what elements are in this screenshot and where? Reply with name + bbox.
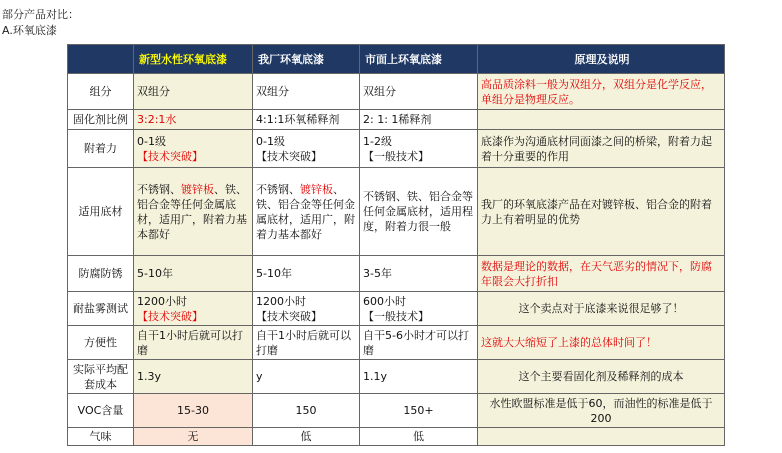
value: 0-1级 bbox=[137, 134, 166, 148]
row-label-qiwei: 气味 bbox=[68, 428, 134, 446]
cell: 150 bbox=[253, 394, 360, 428]
table-row bbox=[68, 292, 725, 326]
cell bbox=[360, 292, 478, 326]
table-row bbox=[68, 394, 725, 428]
text: 、铁、铝合金等任何金属底材，适用广，附着力基本都好 bbox=[137, 182, 247, 241]
cell: 4:1:1环氧稀释剂 bbox=[253, 110, 360, 130]
badge: 【技术突破】 bbox=[256, 149, 322, 163]
row-label-chengben: 实际平均配套成本 bbox=[68, 360, 134, 394]
cell-note: 这个主要看固化剂及稀释剂的成本 bbox=[478, 360, 725, 394]
cell bbox=[253, 130, 360, 168]
cell: 双组分 bbox=[360, 74, 478, 110]
cell: 自干1小时后就可以打磨 bbox=[134, 326, 253, 360]
cell bbox=[134, 130, 253, 168]
row-label-bianli: 方便性 bbox=[68, 326, 134, 360]
cell-note: 水性欧盟标准是低于60，而油性的标准是低于200 bbox=[478, 394, 725, 428]
table-row bbox=[68, 130, 725, 168]
cell-note bbox=[478, 110, 725, 130]
cell bbox=[253, 168, 360, 256]
header-empty bbox=[68, 45, 134, 74]
table-row bbox=[68, 326, 725, 360]
value: 1200小时 bbox=[137, 294, 187, 308]
text: 不锈钢、 bbox=[137, 182, 181, 196]
cell: 双组分 bbox=[134, 74, 253, 110]
cell bbox=[360, 130, 478, 168]
cell: 低 bbox=[253, 428, 360, 446]
value: 600小时 bbox=[363, 294, 406, 308]
cell: 自干1小时后就可以打磨 bbox=[253, 326, 360, 360]
table-row bbox=[68, 168, 725, 256]
table-row bbox=[68, 110, 725, 130]
table-row bbox=[68, 360, 725, 394]
cell: 150+ bbox=[360, 394, 478, 428]
row-label-naiyan: 耐盐雾测试 bbox=[68, 292, 134, 326]
badge: 【一般技术】 bbox=[363, 309, 429, 323]
cell bbox=[253, 292, 360, 326]
intro-line-2: A.环氧底漆 bbox=[2, 24, 57, 37]
text: 不锈钢、 bbox=[256, 182, 300, 196]
highlight: 镀锌板 bbox=[300, 182, 333, 196]
cell: 自干5-6小时才可以打磨 bbox=[360, 326, 478, 360]
cell: 低 bbox=[360, 428, 478, 446]
cell: 5-10年 bbox=[253, 256, 360, 292]
row-label-zufen: 组分 bbox=[68, 74, 134, 110]
header-principle: 原理及说明 bbox=[478, 45, 725, 74]
cell-note: 我厂的环氧底漆产品在对镀锌板、铝合金的附着力上有着明显的优势 bbox=[478, 168, 725, 256]
header-market-epoxy: 市面上环氧底漆 bbox=[360, 45, 478, 74]
value: 0-1级 bbox=[256, 134, 285, 148]
row-label-guhuaji: 固化剂比例 bbox=[68, 110, 134, 130]
table-header-row bbox=[68, 45, 725, 74]
row-label-voc: VOC含量 bbox=[68, 394, 134, 428]
highlight: 镀锌板 bbox=[181, 182, 214, 196]
header-new-water-epoxy: 新型水性环氧底漆 bbox=[134, 45, 253, 74]
value: 1-2级 bbox=[363, 134, 392, 148]
row-label-dicai: 适用底材 bbox=[68, 168, 134, 256]
cell: 不锈钢、铁、铝合金等任何金属底材，适用程度，附着力很一般 bbox=[360, 168, 478, 256]
row-label-fangfu: 防腐防锈 bbox=[68, 256, 134, 292]
table-row bbox=[68, 428, 725, 446]
cell-note: 这就大大缩短了上漆的总体时间了！ bbox=[478, 326, 725, 360]
cell-note: 这个卖点对于底漆来说很足够了！ bbox=[478, 292, 725, 326]
cell: 1.1y bbox=[360, 360, 478, 394]
cell-note bbox=[478, 428, 725, 446]
cell: y bbox=[253, 360, 360, 394]
table-row bbox=[68, 256, 725, 292]
row-label-fuzhuoli: 附着力 bbox=[68, 130, 134, 168]
badge: 【一般技术】 bbox=[363, 149, 429, 163]
cell-note: 高品质涂料一般为双组分，双组分是化学反应，单组分是物理反应。 bbox=[478, 74, 725, 110]
cell bbox=[134, 168, 253, 256]
text: 、铁、铝合金等任何金属底材，适用广，附着力基本都好 bbox=[256, 182, 355, 241]
cell-note: 底漆作为沟通底材同面漆之间的桥梁，附着力起着十分重要的作用 bbox=[478, 130, 725, 168]
badge: 【技术突破】 bbox=[137, 309, 203, 323]
intro-line-1: 部分产品对比： bbox=[2, 8, 79, 21]
cell: 2: 1: 1稀释剂 bbox=[360, 110, 478, 130]
table-row bbox=[68, 74, 725, 110]
cell-note: 数据是理论的数据，在天气恶劣的情况下，防腐年限会大打折扣 bbox=[478, 256, 725, 292]
header-our-epoxy: 我厂环氧底漆 bbox=[253, 45, 360, 74]
badge: 【技术突破】 bbox=[137, 149, 203, 163]
cell: 1.3y bbox=[134, 360, 253, 394]
badge: 【技术突破】 bbox=[256, 309, 322, 323]
comparison-table bbox=[67, 44, 725, 446]
value: 1200小时 bbox=[256, 294, 306, 308]
cell: 15-30 bbox=[134, 394, 253, 428]
cell bbox=[134, 292, 253, 326]
cell: 双组分 bbox=[253, 74, 360, 110]
cell: 3-5年 bbox=[360, 256, 478, 292]
cell: 5-10年 bbox=[134, 256, 253, 292]
cell: 3:2:1水 bbox=[134, 110, 253, 130]
cell: 无 bbox=[134, 428, 253, 446]
